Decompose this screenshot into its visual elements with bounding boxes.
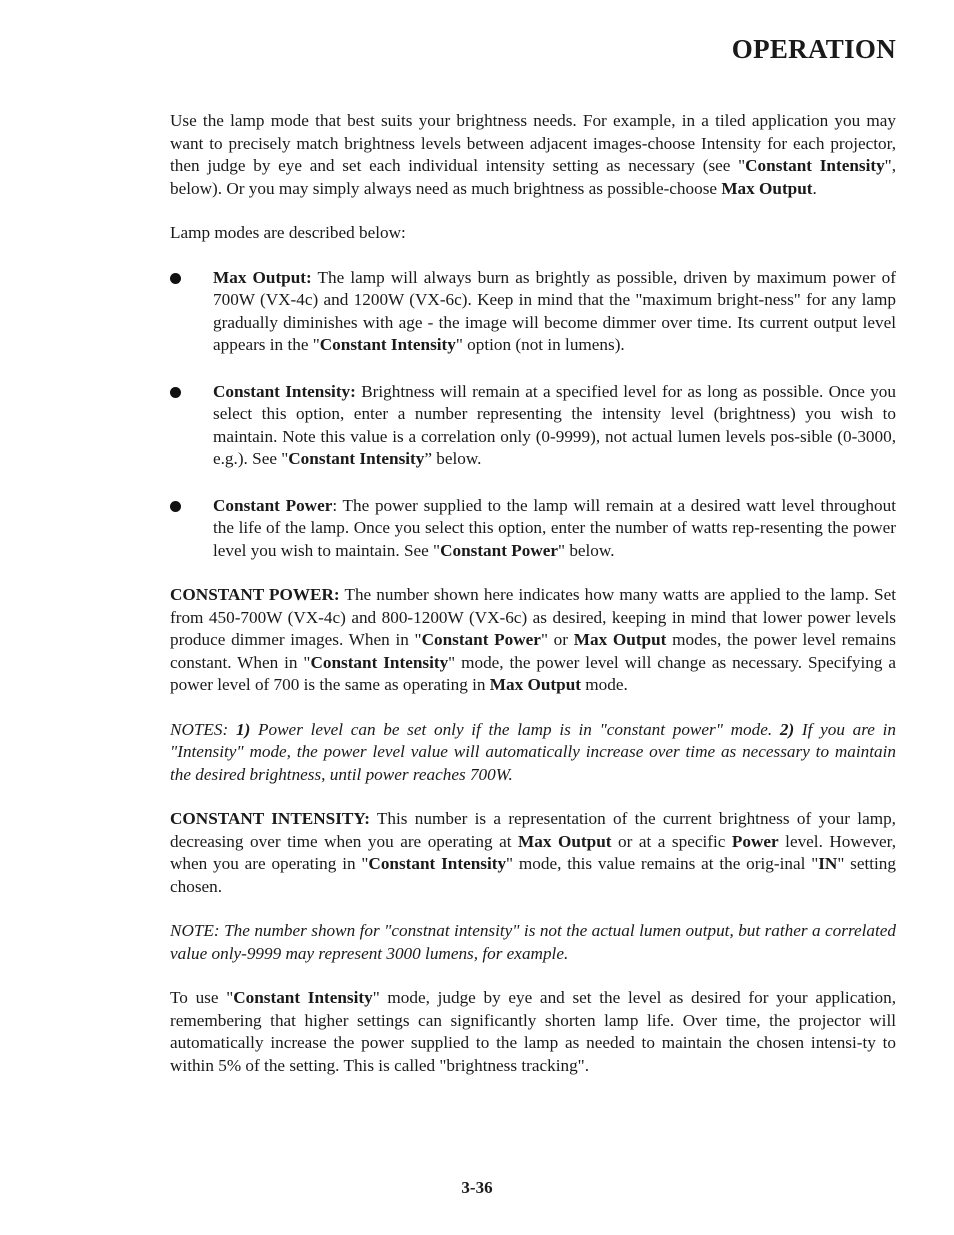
intro-paragraph: Use the lamp mode that best suits your brightness needs. For example, in a tiled application you may want to precisely match brightness levels between adjacent images-choose Intensity for each projector, then judge by eye and set each individual intensity setting as necessary (see "Constant Intensity", below). Or you may simply always need as much brightness as possible-choose Max Output. xyxy=(170,111,896,198)
constant-intensity-section: CONSTANT INTENSITY: This number is a representation of the current brightness of your lamp, decreasing over time when you are operating at Max Output or at a specific Power level. However, when you are operating in "Constant Intensity" mode, this value remains at the orig-inal "IN" setting chosen. xyxy=(170,809,896,896)
note-paragraph: NOTE: The number shown for "constnat intensity" is not the actual lumen output, but rather a correlated value only-9999 may represent 3000 lumens, for example. xyxy=(170,921,896,963)
bullet-constant-power: Constant Power: The power supplied to the lamp will remain at a desired watt level throughout the life of the lamp. Once you select this option, enter the number of watts rep-resenting the power level you wish to maintain. See "Constant Power" below. xyxy=(170,495,896,563)
bullet-dot-icon xyxy=(170,273,181,284)
bullet-max-output: Max Output: The lamp will always burn as brightly as possible, driven by maximum power of 700W (VX-4c) and 1200W (VX-6c). Keep in mind that the "maximum bright-ness" for any lamp gradually diminishes with age - the image will become dimmer over time. Its current output level appears in the "Constant Intensity" option (not in lumens). xyxy=(170,267,896,357)
lamp-modes-heading: Lamp modes are described below: xyxy=(170,223,406,242)
usage-paragraph: To use "Constant Intensity" mode, judge by eye and set the level as desired for your application, remembering that higher settings can significantly shorten lamp life. Over time, the projector will automatically increase the power supplied to the lamp as needed to maintain the chosen intensi-ty to within 5% of the setting. This is called "brightness tracking". xyxy=(170,988,896,1075)
constant-power-section: CONSTANT POWER: The number shown here indicates how many watts are applied to the lamp. Set from 450-700W (VX-4c) and 800-1200W (VX-6c) as desired, keeping in mind that lower power levels produce dimmer images. When in "Constant Power" or Max Output modes, the power level remains constant. When in "Constant Intensity" mode, the power level will change as necessary. Specifying a power level of 700 is the same as operating in Max Output mode. xyxy=(170,585,897,694)
page-number: 3-36 xyxy=(461,1178,493,1197)
bullet-constant-intensity: Constant Intensity: Brightness will remain at a specified level for as long as possible. Once you select this option, enter a number representing the intensity level (brightness) you wish to maintain. Note this value is a correlation only (0-9999), not actual lumen levels pos-sible (0-3000, e.g.). See "Constant Intensity” below. xyxy=(170,381,896,471)
notes-paragraph: NOTES: 1) Power level can be set only if the lamp is in "constant power" mode. 2) If you are in "Intensity" mode, the power level value will automatically increase over time as necessary to maintain the desired brightness, until power reaches 700W. xyxy=(170,719,896,784)
bullet-dot-icon xyxy=(170,387,181,398)
page-body xyxy=(170,110,896,1077)
bullet-dot-icon xyxy=(170,501,181,512)
page-title: OPERATION xyxy=(731,34,896,64)
